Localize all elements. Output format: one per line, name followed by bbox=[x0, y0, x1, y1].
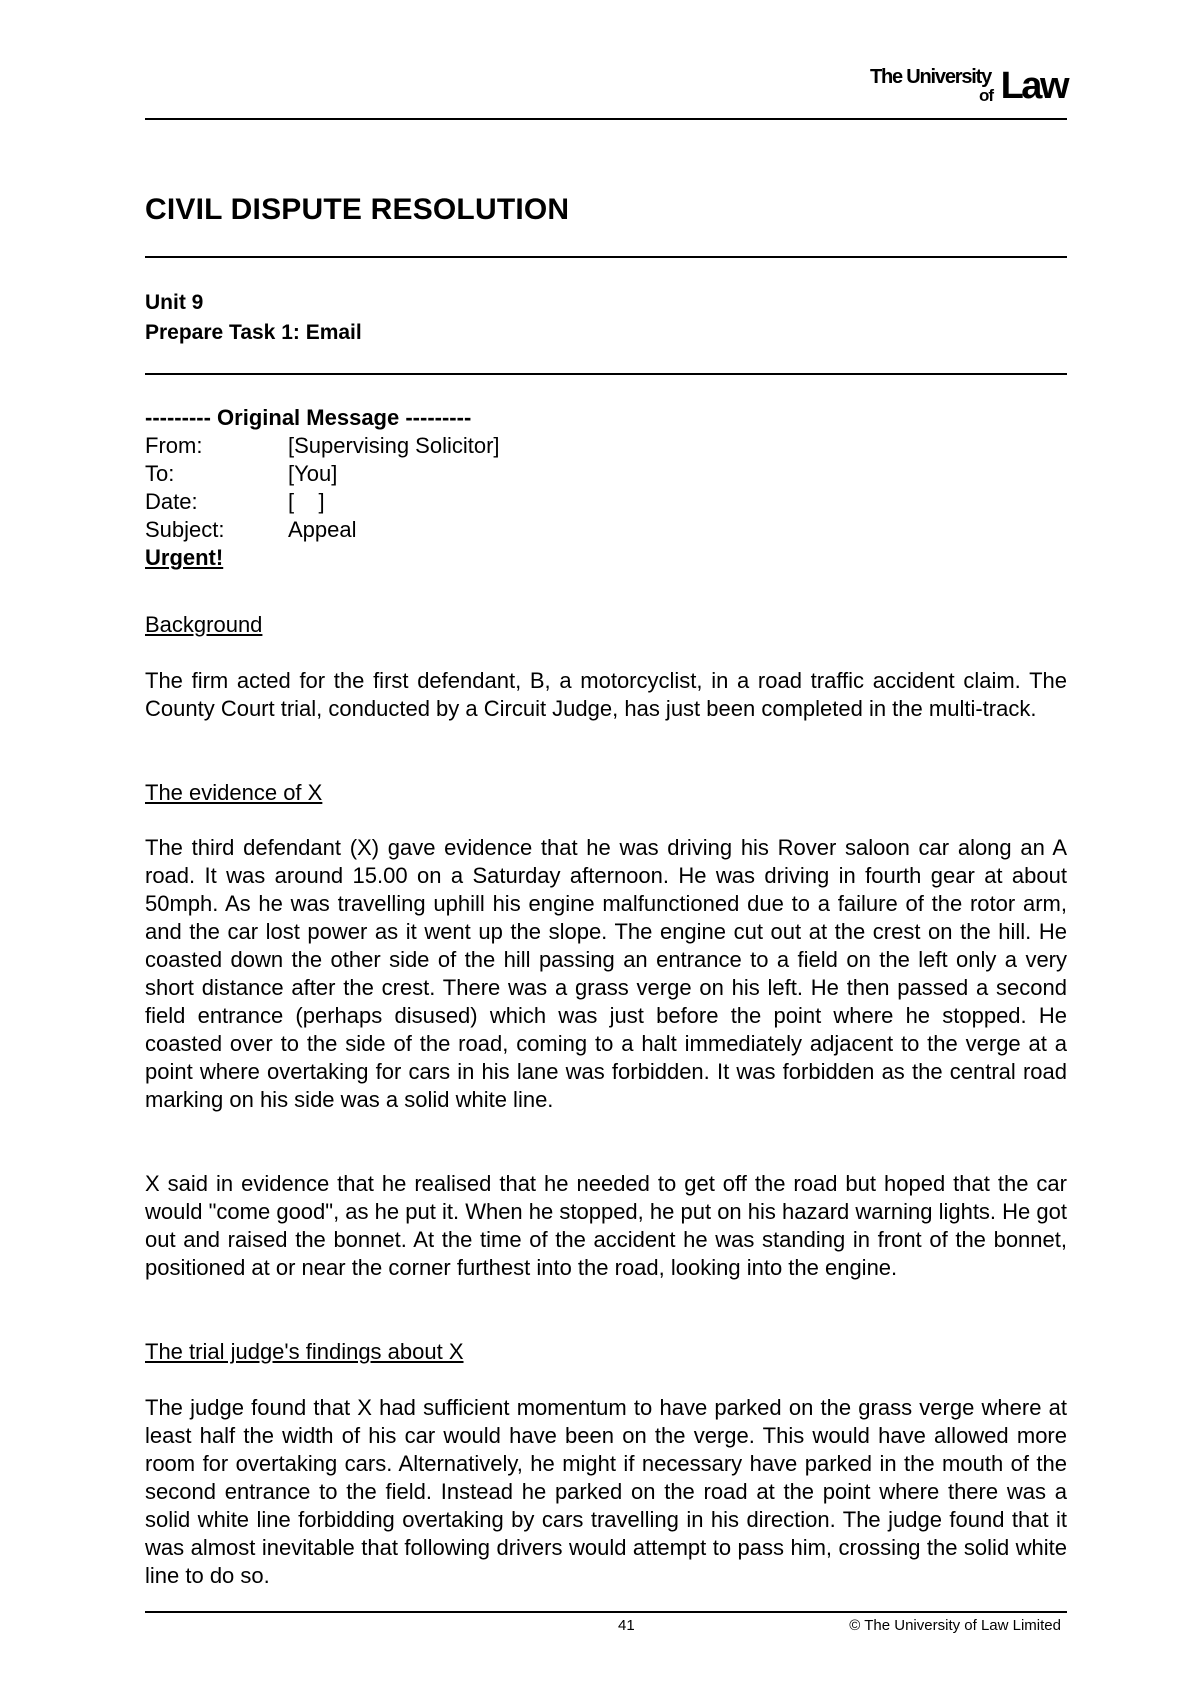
header-divider bbox=[145, 118, 1067, 120]
background-paragraph: The firm acted for the first defendant, B, a motorcyclist, in a road traffic accident claim. The County Court trial, conducted by a Circuit Judge, has just been completed in the multi-track. bbox=[145, 668, 1067, 721]
page-number: 41 bbox=[618, 1617, 635, 1634]
background-heading-text: Background bbox=[145, 612, 263, 637]
to-label: To: bbox=[145, 461, 175, 486]
to-value: [You] bbox=[288, 461, 338, 486]
date-label: Date: bbox=[145, 489, 198, 514]
logo-line-2: of bbox=[978, 86, 993, 105]
date-value: [ ] bbox=[288, 489, 325, 514]
to-row bbox=[145, 460, 500, 488]
evidence-paragraph-2: X said in evidence that he realised that he needed to get off the road but hoped that the car would "come good", as he put it. When he stopped, he put on his hazard warning lights. He got out and raised the bonnet. At the time of the accident he was standing in front of the bonnet, positioned at or near the corner furthest into the road, looking into the engine. bbox=[145, 1171, 1067, 1280]
document-page bbox=[145, 0, 1067, 1698]
unit-divider bbox=[145, 373, 1067, 375]
date-row bbox=[145, 488, 500, 516]
original-message-line: --------- Original Message --------- bbox=[145, 405, 472, 430]
email-header bbox=[145, 404, 500, 572]
document-title: CIVIL DISPUTE RESOLUTION bbox=[145, 193, 570, 226]
footer-divider bbox=[145, 1611, 1067, 1613]
unit-label: Unit 9 bbox=[145, 291, 204, 314]
copyright-notice: © The University of Law Limited bbox=[849, 1617, 1061, 1634]
urgent-flag: Urgent! bbox=[145, 545, 224, 570]
logo-line-3: Law bbox=[1000, 65, 1067, 107]
university-logo bbox=[857, 62, 1067, 112]
subject-value: Appeal bbox=[288, 517, 357, 542]
findings-heading-text: The trial judge's findings about X bbox=[145, 1339, 464, 1364]
findings-heading bbox=[145, 1338, 1067, 1366]
evidence-paragraph-1: The third defendant (X) gave evidence that he was driving his Rover saloon car along an A road. It was around 15.00 on a Saturday afternoon. He was driving in fourth gear at about 50mph. As he was travelling uphill his engine malfunctioned due to a failure of the rotor arm, and the car lost power as it went up the slope. The engine cut out at the crest on the hill. He coasted down the other side of the hill passing an entrance to a field on the left only a very short distance after the crest. There was a grass verge on his left. He then passed a second field entrance (perhaps disused) which was just before the point where he stopped. He coasted over to the side of the road, coming to a halt immediately adjacent to the verge at a point where overtaking for cars in his lane was forbidden. It was forbidden as the central road marking on his side was a solid white line. bbox=[145, 835, 1067, 1112]
title-divider bbox=[145, 256, 1067, 258]
background-heading bbox=[145, 611, 1067, 639]
from-label: From: bbox=[145, 433, 203, 458]
from-value: [Supervising Solicitor] bbox=[288, 433, 500, 458]
evidence-heading bbox=[145, 779, 1067, 807]
from-row bbox=[145, 432, 500, 460]
task-label: Prepare Task 1: Email bbox=[145, 321, 362, 344]
subject-row bbox=[145, 516, 500, 544]
unit-block bbox=[145, 288, 362, 348]
logo-line-1: The University bbox=[869, 66, 991, 88]
evidence-heading-text: The evidence of X bbox=[145, 780, 323, 805]
subject-label: Subject: bbox=[145, 517, 225, 542]
findings-paragraph: The judge found that X had sufficient momentum to have parked on the grass verge where at least half the width of his car would have been on the verge. This would have allowed more room for overtaking cars. Alternatively, he might if necessary have parked in the mouth of the second entrance to the field. Instead he parked on the road at the point where there was a solid white line forbidding overtaking by cars travelling in his direction. The judge found that it was almost inevitable that following drivers would attempt to pass him, crossing the solid white line to do so. bbox=[145, 1395, 1067, 1588]
